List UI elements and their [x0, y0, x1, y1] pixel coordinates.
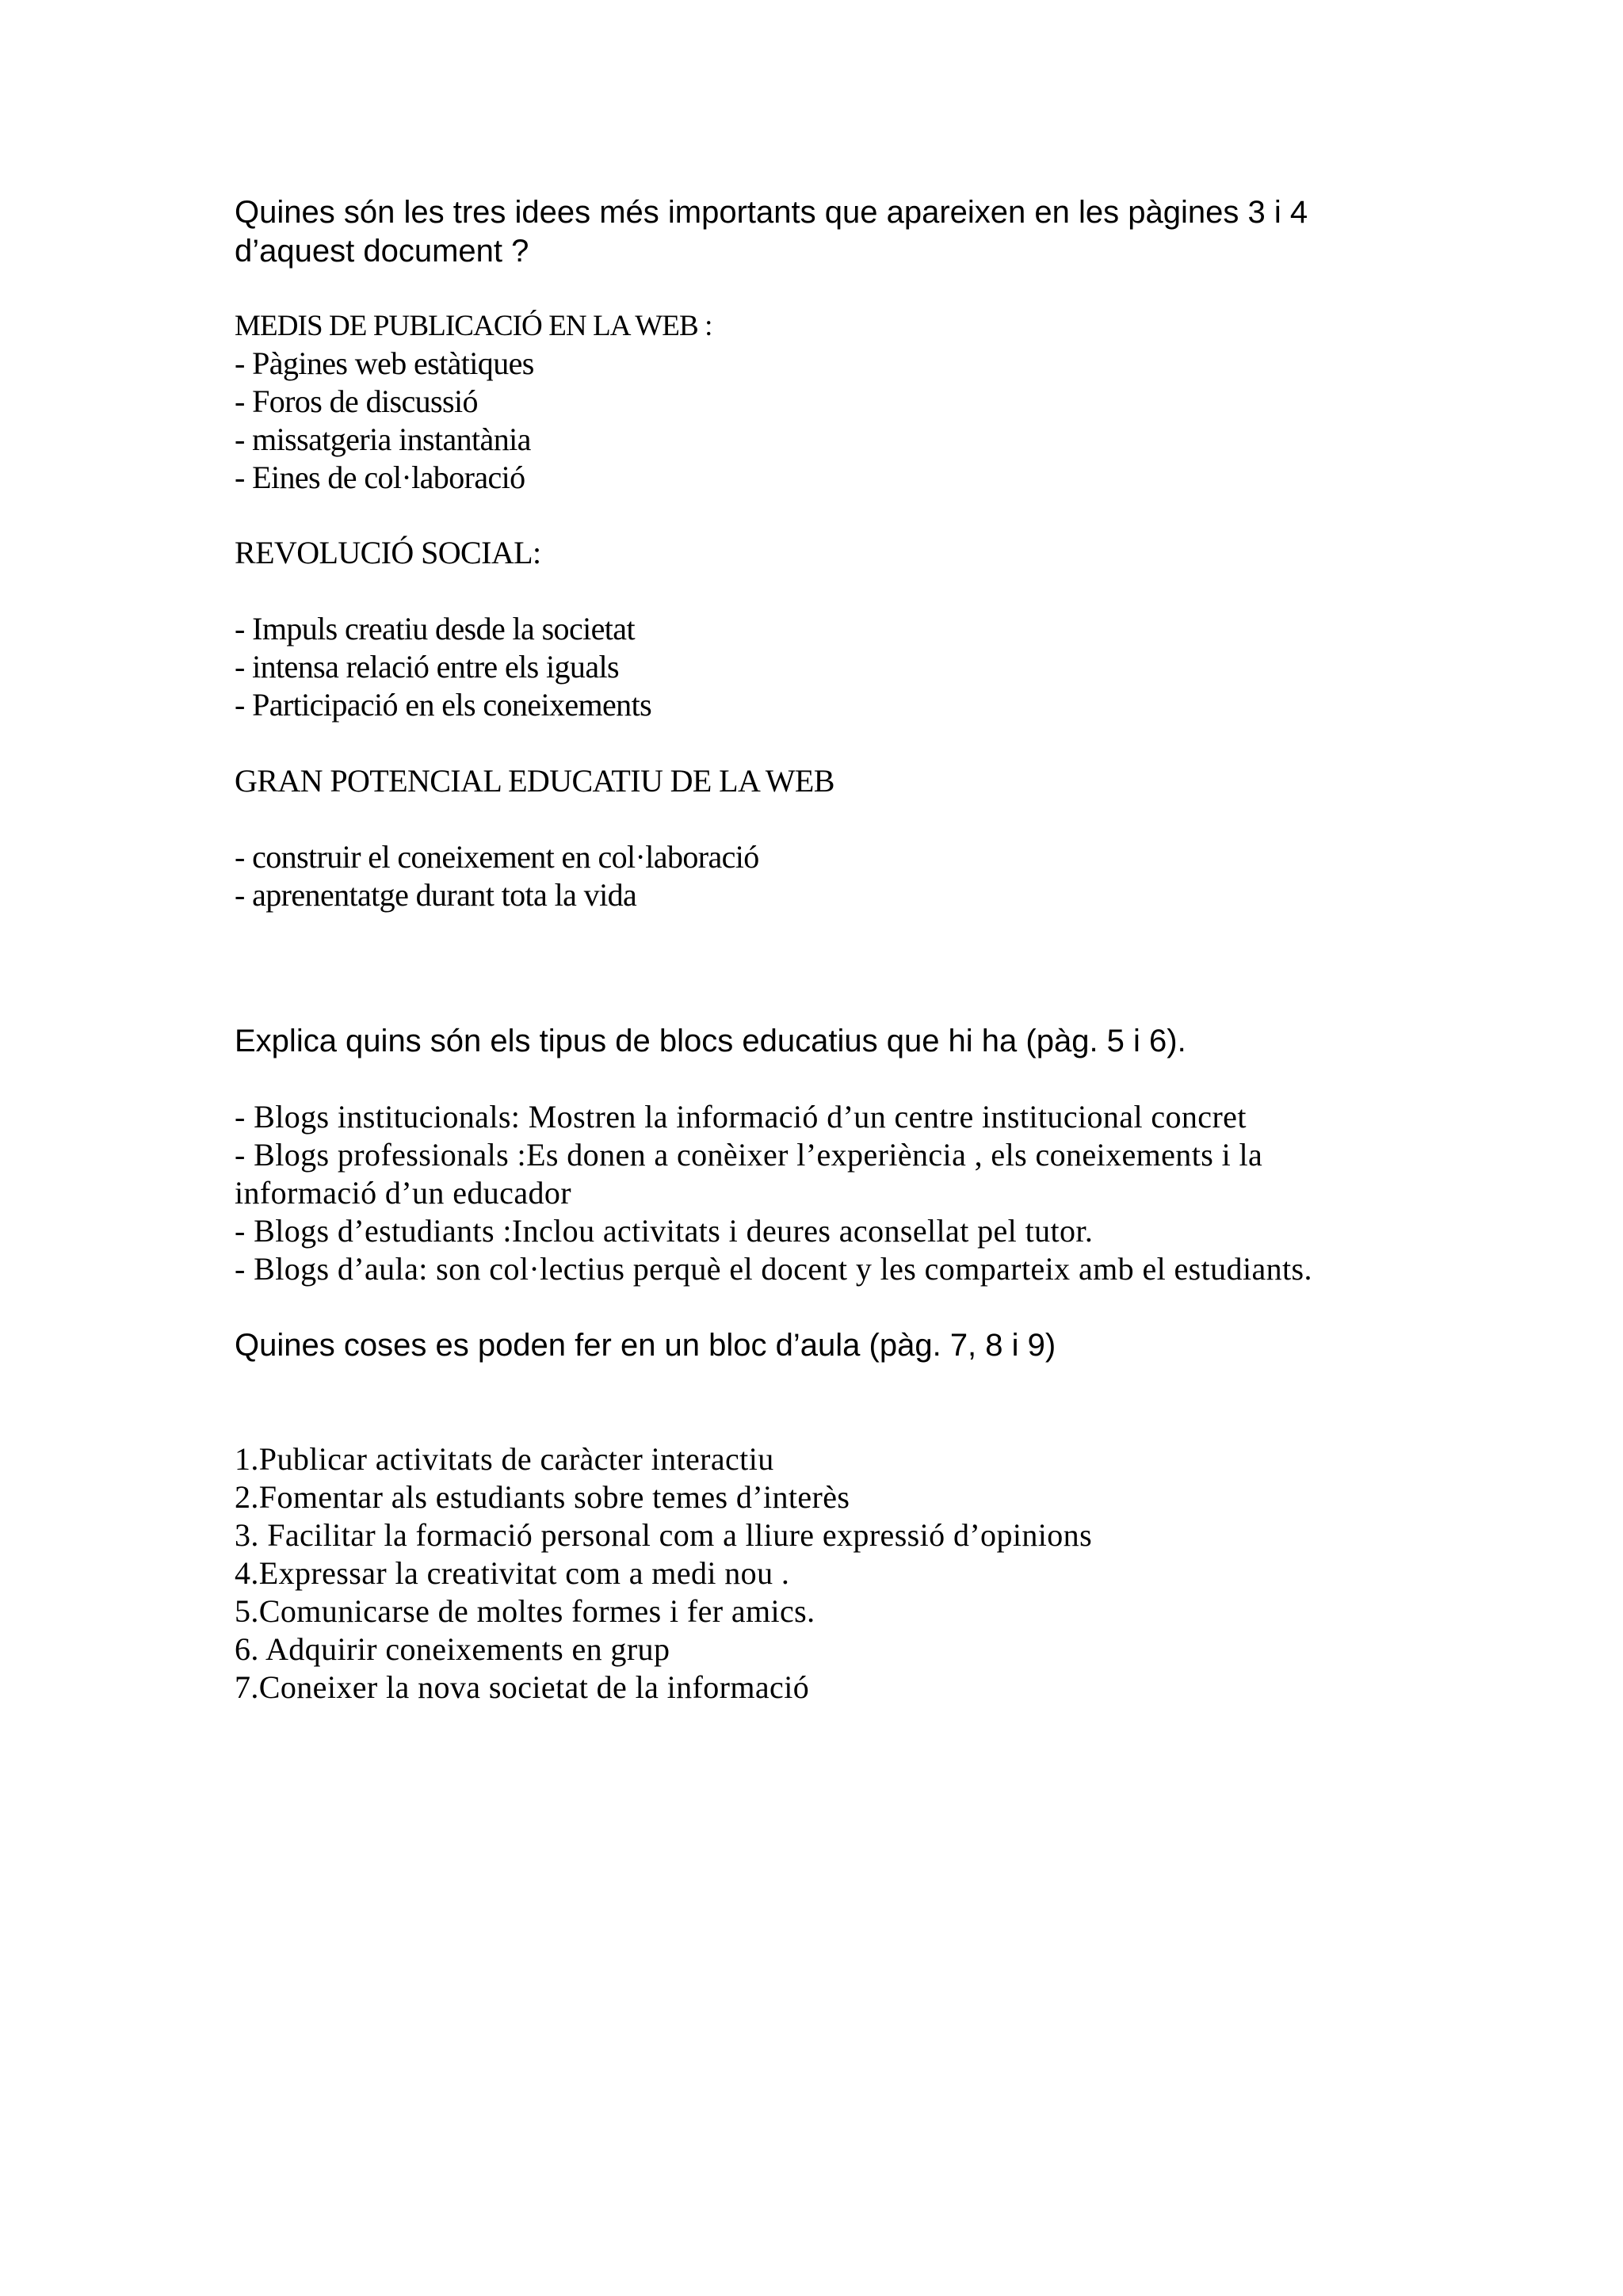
media-item: - Eines de col·laboració — [235, 460, 525, 495]
classroom-blog-item: 1.Publicar activitats de caràcter interactiu — [235, 1441, 774, 1477]
classroom-blog-item: 3. Facilitar la formació personal com a lliure expressió d’opinions — [235, 1517, 1093, 1553]
blog-type-line: - Blogs d’estudiants :Inclou activitats i deures aconsellat pel tutor. — [235, 1213, 1094, 1249]
social-item: - intensa relació entre els iguals — [235, 649, 619, 685]
heading-media: MEDIS DE PUBLICACIÓ EN LA WEB : — [235, 310, 712, 342]
heading-social: REVOLUCIÓ SOCIAL: — [235, 535, 541, 570]
classroom-blog-item: 7.Coneixer la nova societat de la informació — [235, 1669, 810, 1705]
question-2: Explica quins són els tipus de blocs educatius que hi ha (pàg. 5 i 6). — [235, 1024, 1186, 1058]
blog-type-line: - Blogs d’aula: son col·lectius perquè el docent y les comparteix amb el estudiants. — [235, 1251, 1312, 1287]
social-item: - Impuls creatiu desde la societat — [235, 611, 635, 646]
classroom-blog-item: 5.Comunicarse de moltes formes i fer amics. — [235, 1593, 815, 1629]
heading-potential: GRAN POTENCIAL EDUCATIU DE LA WEB — [235, 763, 834, 799]
blog-type-line: - Blogs institucionals: Mostren la informació d’un centre institucional concret — [235, 1099, 1247, 1135]
question-1-line-1: Quines són les tres idees més importants que apareixen en les pàgines 3 i 4 — [235, 195, 1308, 230]
potential-item: - construir el coneixement en col·laboració — [235, 839, 759, 875]
media-item: - missatgeria instantània — [235, 421, 531, 457]
question-1-line-2: d’aquest document ? — [235, 234, 529, 269]
media-item: - Foros de discussió — [235, 383, 478, 419]
media-item: - Pàgines web estàtiques — [235, 345, 534, 381]
document-page — [235, 0, 1503, 2296]
potential-item: - aprenentatge durant tota la vida — [235, 877, 637, 913]
blog-type-line: informació d’un educador — [235, 1175, 571, 1211]
blog-type-line: - Blogs professionals :Es donen a conèixer l’experiència , els coneixements i la — [235, 1137, 1263, 1173]
classroom-blog-item: 6. Adquirir coneixements en grup — [235, 1631, 670, 1667]
social-item: - Participació en els coneixements — [235, 687, 652, 723]
question-3: Quines coses es poden fer en un bloc d’aula (pàg. 7, 8 i 9) — [235, 1328, 1056, 1363]
classroom-blog-item: 4.Expressar la creativitat com a medi nou . — [235, 1555, 790, 1591]
classroom-blog-item: 2.Fomentar als estudiants sobre temes d’interès — [235, 1479, 850, 1515]
